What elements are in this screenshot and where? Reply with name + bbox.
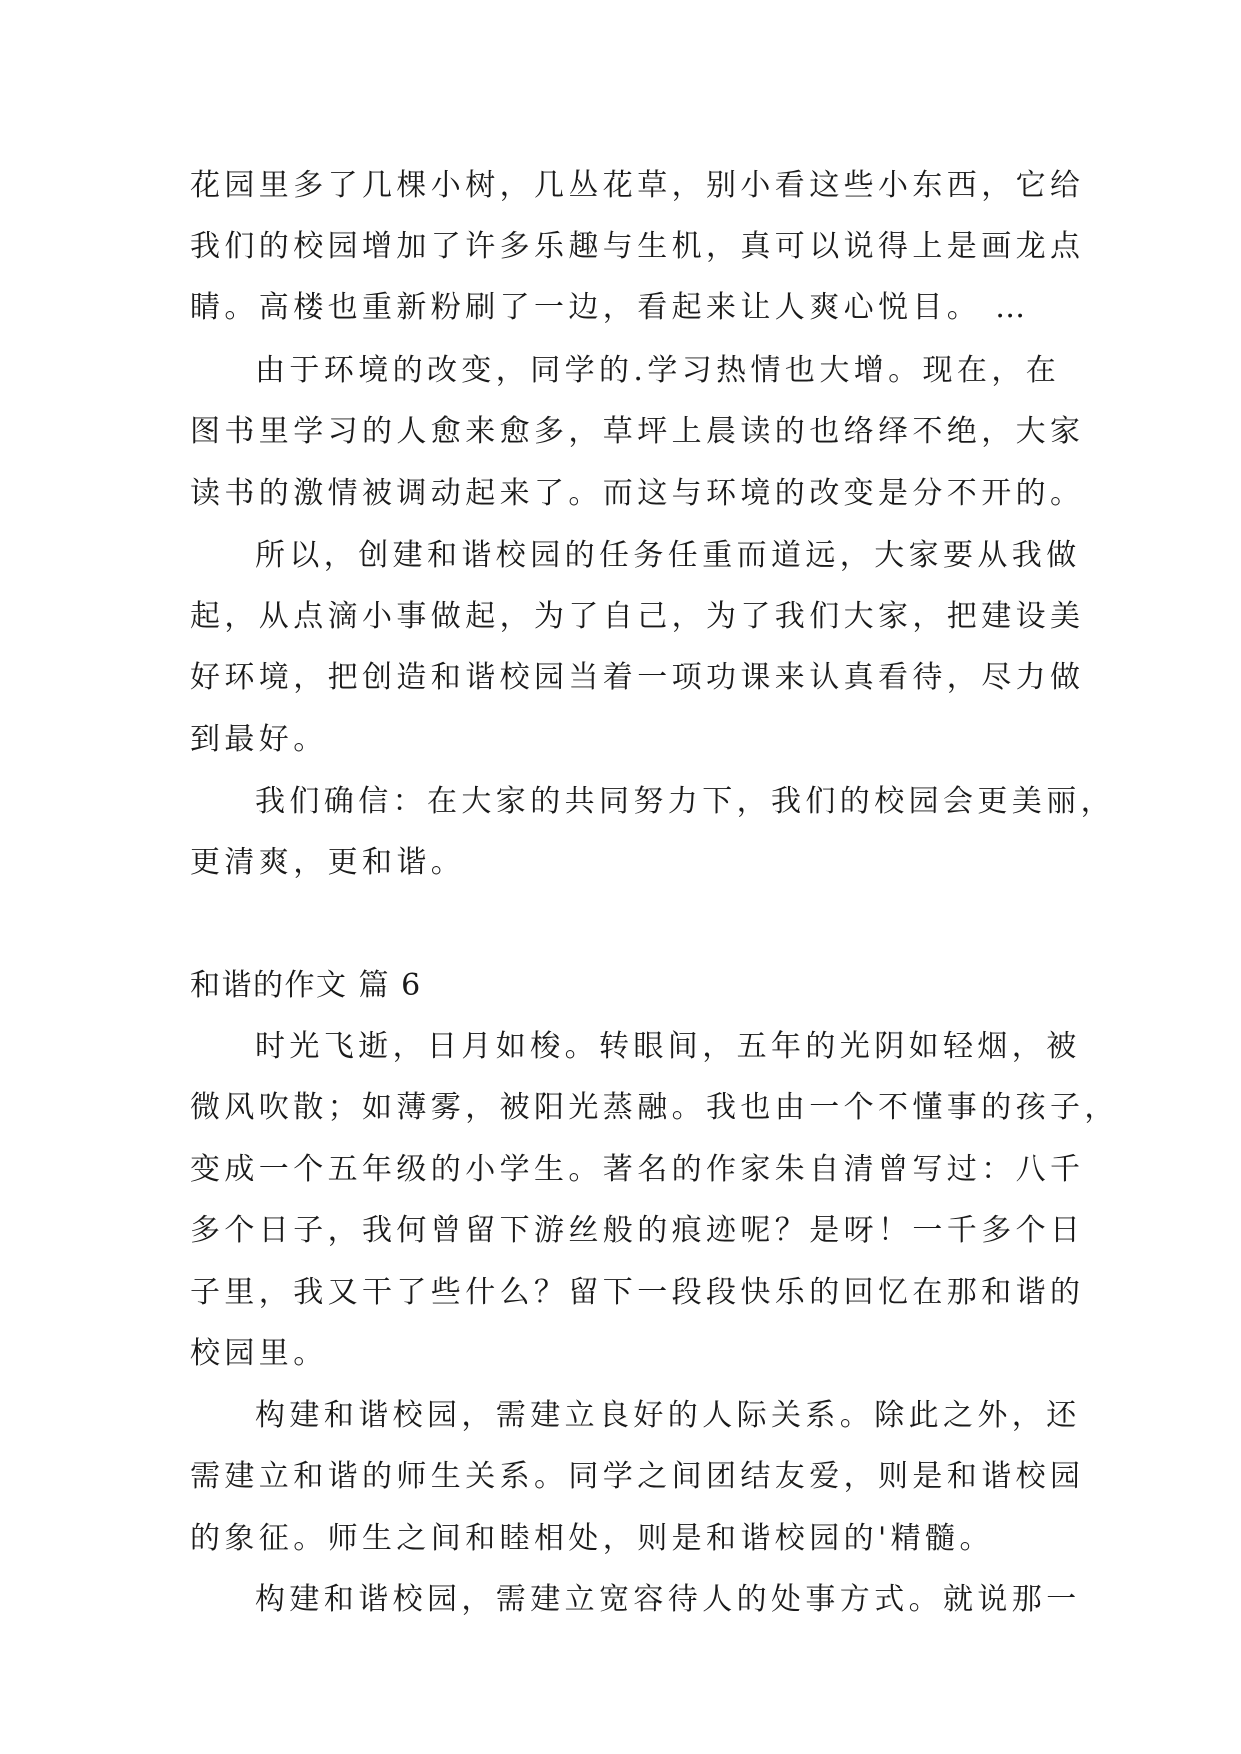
text-line: 更清爽，更和谐。 (190, 845, 466, 880)
text-line: 微风吹散；如薄雾，被阳光蒸融。我也由一个不懂事的孩子， (190, 1090, 1119, 1125)
text-line: 子里，我又干了些什么？留下一段段快乐的回忆在那和谐的 (190, 1275, 1085, 1310)
text-line: 睛。高楼也重新粉刷了一边，看起来让人爽心悦目。 … (190, 290, 1030, 325)
paragraph-start-line: 时光飞逝，日月如梭。转眼间，五年的光阴如轻烟，被 (255, 1029, 1081, 1064)
text-line: 好环境，把创造和谐校园当着一项功课来认真看待，尽力做 (190, 660, 1085, 695)
text-line: 变成一个五年级的小学生。著名的作家朱自清曾写过：八千 (190, 1152, 1085, 1187)
text-line: 校园里。 (190, 1336, 328, 1371)
section-heading: 和谐的作文 篇 6 (190, 968, 422, 1003)
text-line: 多个日子，我何曾留下游丝般的痕迹呢？是呀！一千多个日 (190, 1213, 1085, 1248)
text-line: 到最好。 (190, 722, 328, 757)
paragraph-start-line: 构建和谐校园，需建立良好的人际关系。除此之外，还 (255, 1398, 1081, 1433)
paragraph-start-line: 由于环境的改变，同学的.学习热情也大增。现在，在 (255, 353, 1061, 388)
text-line: 读书的激情被调动起来了。而这与环境的改变是分不开的。 (190, 476, 1085, 511)
text-line: 图书里学习的人愈来愈多，草坪上晨读的也络绎不绝，大家 (190, 414, 1085, 449)
text-line: 需建立和谐的师生关系。同学之间团结友爱，则是和谐校园 (190, 1459, 1085, 1494)
text-line: 花园里多了几棵小树，几丛花草，别小看这些小东西，它给 (190, 168, 1085, 203)
paragraph-start-line: 所以，创建和谐校园的任务任重而道远，大家要从我做 (255, 538, 1081, 573)
text-line: 起，从点滴小事做起，为了自己，为了我们大家，把建设美 (190, 599, 1085, 634)
text-line: 我们的校园增加了许多乐趣与生机，真可以说得上是画龙点 (190, 229, 1085, 264)
paragraph-start-line: 我们确信：在大家的共同努力下，我们的校园会更美丽， (255, 784, 1115, 819)
text-line: 的象征。师生之间和睦相处，则是和谐校园的'精髓。 (190, 1521, 994, 1556)
paragraph-start-line: 构建和谐校园，需建立宽容待人的处事方式。就说那一 (255, 1582, 1081, 1617)
